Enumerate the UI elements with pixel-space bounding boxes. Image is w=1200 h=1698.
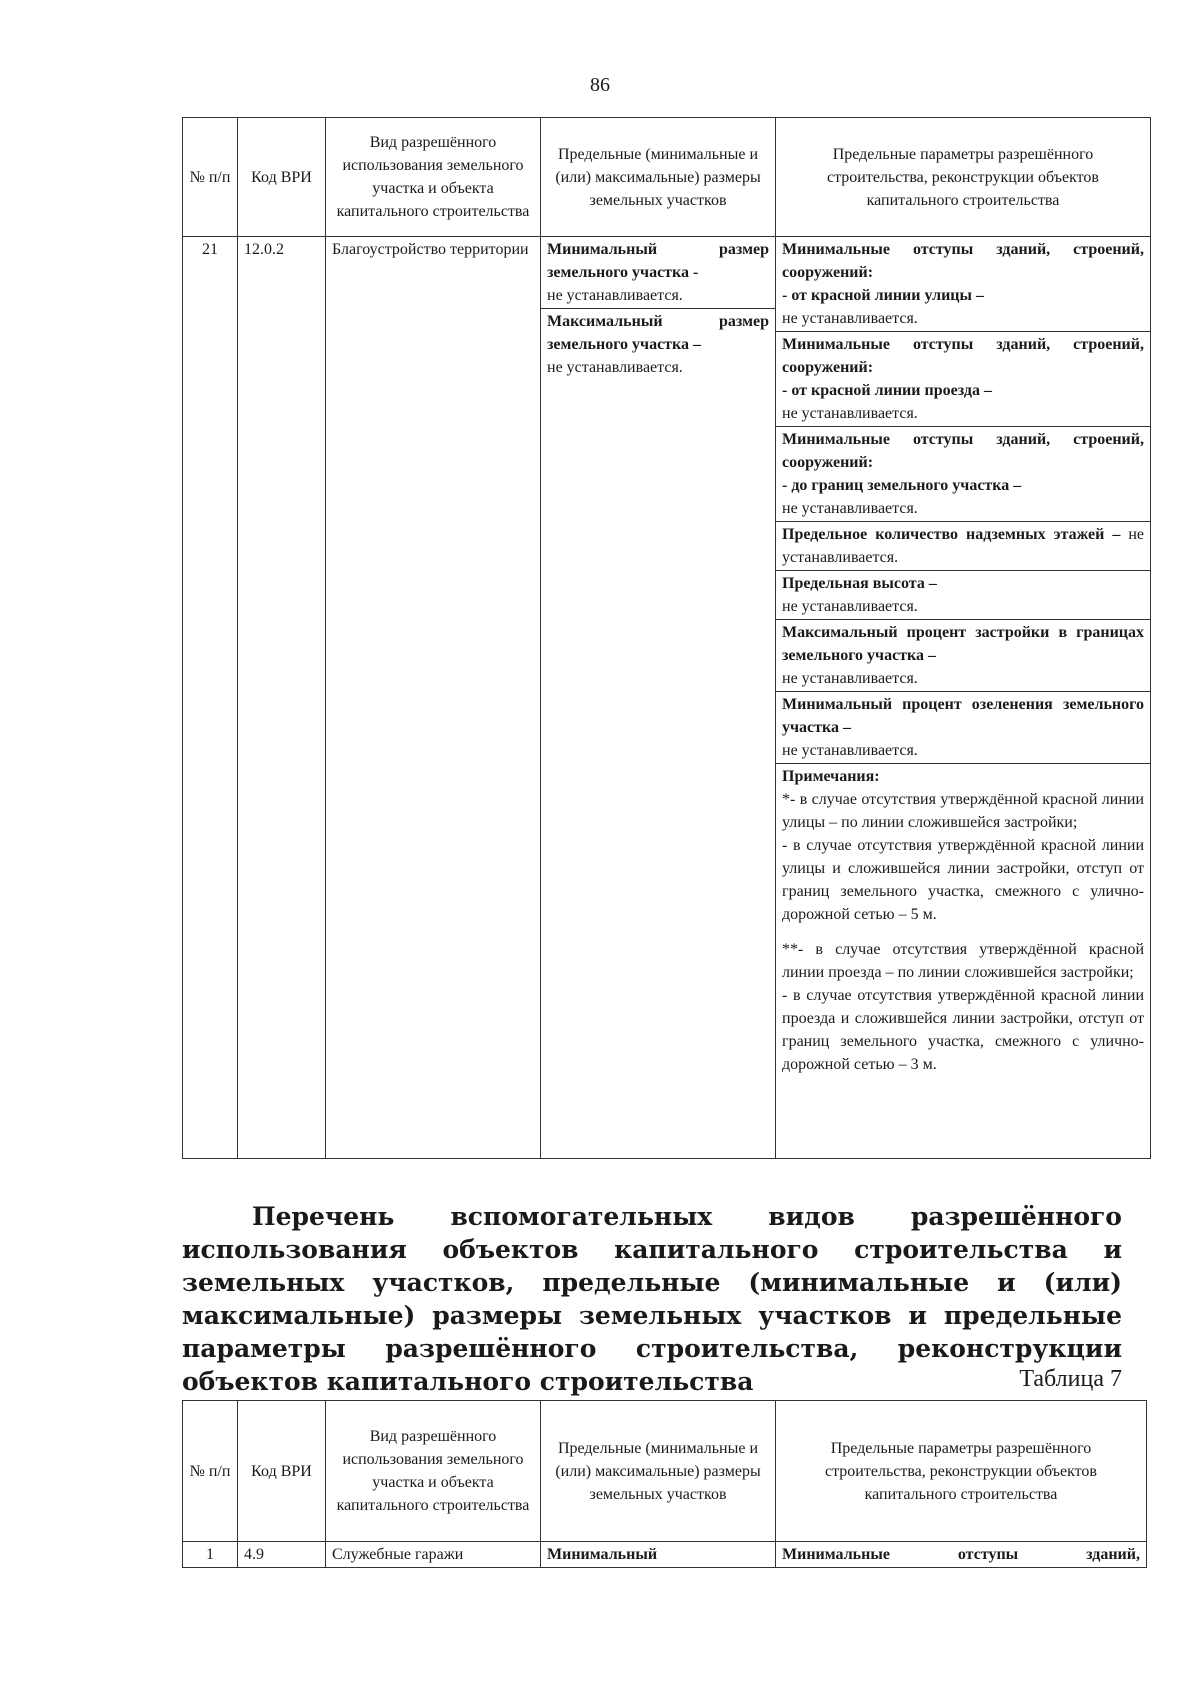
param-sublabel: - от красной линии улицы – bbox=[782, 287, 984, 304]
section-heading: Перечень вспомогательных видов разрешённого использования объектов капитального строительства и земельных участков, предельные (минимальные и (или) максимальные) размеры земельных участков и предельные параметры разрешённого строительства, реконструкции объектов капитального строительства bbox=[182, 1202, 1122, 1396]
param-value: не устанавливается. bbox=[782, 742, 918, 759]
param-value: не устанавливается. bbox=[782, 405, 918, 422]
param-sublabel: - до границ земельного участка – bbox=[782, 477, 1022, 494]
size-label: Максимальный размер земельного участка – bbox=[547, 313, 769, 353]
header-code: Код ВРИ bbox=[238, 1401, 326, 1542]
size-value: не устанавливается. bbox=[547, 287, 683, 304]
header-sizes: Предельные (минимальные и (или) максимальные) размеры земельных участков bbox=[541, 118, 776, 237]
param-label: Предельное количество надземных этажей – bbox=[782, 526, 1121, 543]
param-block bbox=[776, 237, 1150, 332]
table-header-row bbox=[183, 118, 1151, 237]
table-7 bbox=[182, 1400, 1147, 1568]
param-value: не устанавливается. bbox=[782, 598, 918, 615]
param-value: не устанавливается. bbox=[782, 526, 1144, 566]
param-block bbox=[776, 427, 1150, 522]
row-num: 1 bbox=[183, 1542, 238, 1568]
header-num: № п/п bbox=[183, 118, 238, 237]
param-label: Минимальный процент озеленения земельного участка – bbox=[782, 696, 1144, 736]
header-type: Вид разрешённого использования земельного участка и объекта капитального строительства bbox=[326, 1401, 541, 1542]
row-type: Служебные гаражи bbox=[326, 1542, 541, 1568]
param-label: Минимальные отступы зданий, строений, сооружений: bbox=[782, 336, 1144, 376]
size-block bbox=[541, 237, 775, 309]
note-text: - в случае отсутствия утверждённой красной линии проезда и сложившейся линии застройки, отступ от границ земельного участка, смежного с улично-дорожной сетью – 3 м. bbox=[782, 987, 1144, 1073]
param-block bbox=[776, 332, 1150, 427]
header-params: Предельные параметры разрешённого строительства, реконструкции объектов капитального строительства bbox=[776, 1401, 1147, 1542]
size-value: не устанавливается. bbox=[547, 359, 683, 376]
param-label: Максимальный процент застройки в границах земельного участка – bbox=[782, 624, 1144, 664]
table-caption: Таблица 7 bbox=[1019, 1366, 1122, 1392]
table-row bbox=[183, 237, 1151, 1159]
row-sizes: Минимальный bbox=[541, 1542, 776, 1568]
header-sizes: Предельные (минимальные и (или) максимальные) размеры земельных участков bbox=[541, 1401, 776, 1542]
table-row bbox=[183, 1542, 1147, 1568]
row-num: 21 bbox=[183, 237, 238, 1159]
note-text: **- в случае отсутствия утверждённой красной линии проезда – по линии сложившейся застройки; bbox=[782, 941, 1144, 981]
param-block bbox=[776, 571, 1150, 620]
header-type: Вид разрешённого использования земельного участка и объекта капитального строительства bbox=[326, 118, 541, 237]
param-sublabel: - от красной линии проезда – bbox=[782, 382, 992, 399]
sizes-cell bbox=[541, 237, 776, 1159]
notes-block bbox=[776, 764, 1150, 1078]
main-table bbox=[182, 117, 1151, 1159]
header-code: Код ВРИ bbox=[238, 118, 326, 237]
row-code: 12.0.2 bbox=[238, 237, 326, 1159]
table-header-row bbox=[183, 1401, 1147, 1542]
row-code: 4.9 bbox=[238, 1542, 326, 1568]
row-type: Благоустройство территории bbox=[326, 237, 541, 1159]
row-params: Минимальные отступы зданий, bbox=[776, 1542, 1147, 1568]
param-label: Минимальные отступы зданий, строений, сооружений: bbox=[782, 431, 1144, 471]
size-label: Минимальный размер земельного участка - bbox=[547, 241, 769, 281]
size-block bbox=[541, 309, 775, 381]
param-label: Предельная высота – bbox=[782, 575, 937, 592]
param-block bbox=[776, 620, 1150, 692]
note-text: - в случае отсутствия утверждённой красной линии улицы и сложившейся линии застройки, отступ от границ земельного участка, смежного с улично-дорожной сетью – 5 м. bbox=[782, 837, 1144, 923]
param-value: не устанавливается. bbox=[782, 500, 918, 517]
param-block bbox=[776, 692, 1150, 764]
param-label: Минимальные отступы зданий, строений, сооружений: bbox=[782, 241, 1144, 281]
param-value: не устанавливается. bbox=[782, 670, 918, 687]
header-params: Предельные параметры разрешённого строительства, реконструкции объектов капитального строительства bbox=[776, 118, 1151, 237]
notes-title: Примечания: bbox=[782, 768, 880, 785]
header-num: № п/п bbox=[183, 1401, 238, 1542]
param-value: не устанавливается. bbox=[782, 310, 918, 327]
param-block bbox=[776, 522, 1150, 571]
page-number: 86 bbox=[590, 74, 610, 96]
note-text: *- в случае отсутствия утверждённой красной линии улицы – по линии сложившейся застройки; bbox=[782, 791, 1144, 831]
params-cell bbox=[776, 237, 1151, 1159]
